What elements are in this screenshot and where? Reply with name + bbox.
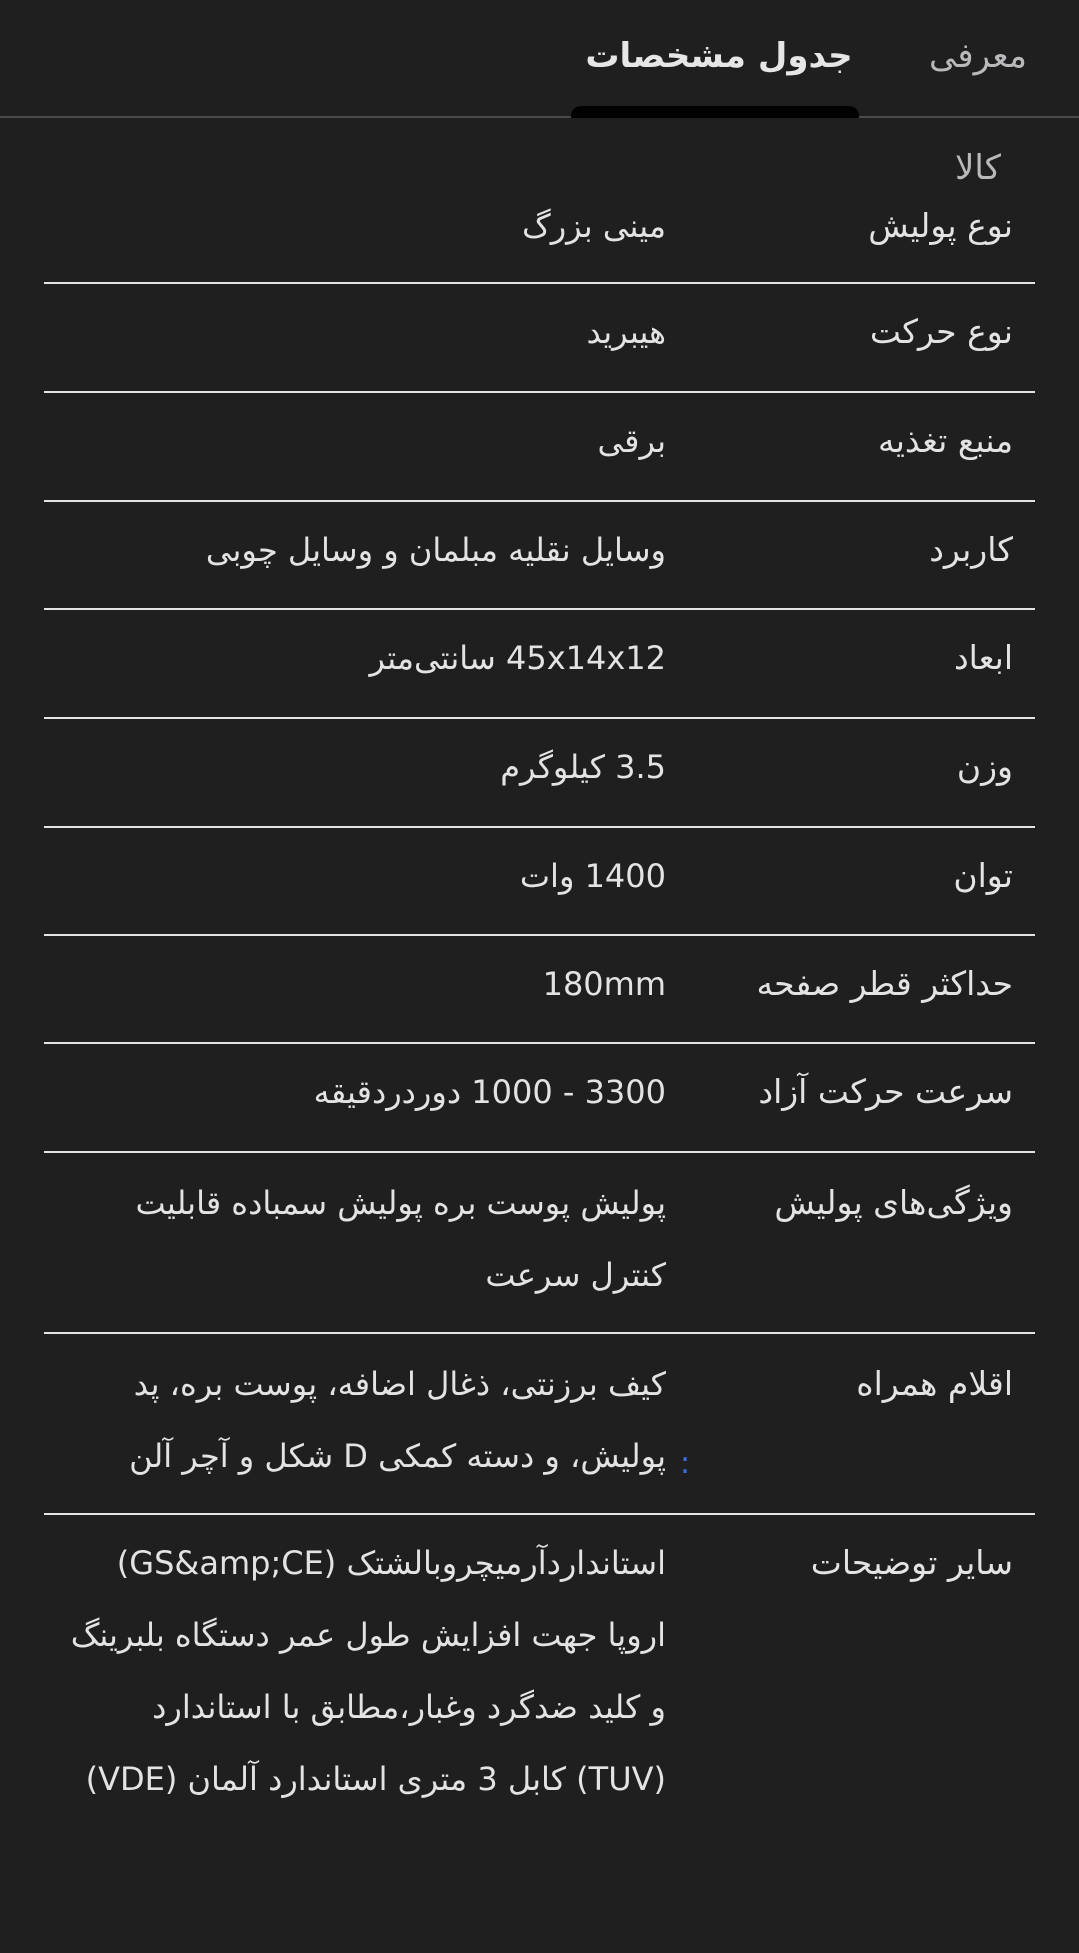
spec-value: 3.5 کیلوگرم <box>500 748 666 786</box>
spec-label: نوع حرکت <box>869 312 1013 351</box>
spec-row <box>44 719 1035 828</box>
spec-label: نوع پولیش <box>868 206 1013 245</box>
spec-row <box>44 284 1035 393</box>
spec-label: ابعاد <box>953 638 1013 677</box>
spec-value: وسایل نقلیه مبلمان و وسایل چوبی <box>205 531 666 569</box>
spec-row <box>44 936 1035 1044</box>
spec-value: 3300 - 1000 دوردردقیقه <box>313 1073 666 1111</box>
spec-label: کاربرد <box>929 530 1013 569</box>
spec-row <box>44 610 1035 719</box>
spec-label: سایر توضیحات <box>810 1543 1013 1582</box>
active-tab-indicator <box>571 106 859 118</box>
spec-value: استانداردآرمیچروبالشتک (GS&amp;CE) اروپا جهت افزایش طول عمر دستگاه بلبرینگ و کلید ضدگرد وغبار،مطابق با استاندارد (TUV) کابل 3 متری استاندارد آلمان (VDE) <box>70 1544 666 1798</box>
spec-row <box>44 160 1035 284</box>
tab-bar <box>0 0 1079 188</box>
tab-specifications[interactable]: جدول مشخصات <box>585 36 853 76</box>
spec-label: توان <box>953 856 1013 895</box>
tab-product-intro[interactable]: معرفی کالا <box>929 36 1027 188</box>
spec-row <box>44 502 1035 610</box>
spec-value: 1400 وات <box>519 857 666 895</box>
spec-label: ویژگی‌های پولیش <box>774 1183 1013 1222</box>
specifications-table <box>44 160 1035 1900</box>
spec-row <box>44 1515 1035 1900</box>
spec-label: حداکثر قطر صفحه <box>756 964 1013 1003</box>
spec-row <box>44 828 1035 936</box>
spec-row <box>44 393 1035 502</box>
spec-label: وزن <box>956 747 1013 786</box>
spec-label: سرعت حرکت آزاد <box>758 1072 1013 1111</box>
spec-label: منبع تغذیه <box>878 421 1013 460</box>
spec-value: کیف برزنتی، ذغال اضافه، پوست بره، پد پولیش، و دسته کمکی D شکل و آچر آلن <box>129 1365 666 1475</box>
spec-value: 45x14x12 سانتی‌متر <box>369 639 666 677</box>
spec-value: هیبرید <box>586 313 666 351</box>
spec-value: 180mm <box>542 965 666 1003</box>
spec-value: پولیش پوست بره پولیش سمباده قابلیت کنترل سرعت <box>135 1184 666 1294</box>
spec-value: مینی بزرگ <box>522 207 666 245</box>
spec-value: برقی <box>597 422 666 460</box>
spec-label: اقلام همراه <box>856 1364 1013 1403</box>
spec-row <box>44 1153 1035 1334</box>
spec-row <box>44 1334 1035 1515</box>
spec-row <box>44 1044 1035 1153</box>
link-colon-marker: : <box>680 1446 691 1481</box>
